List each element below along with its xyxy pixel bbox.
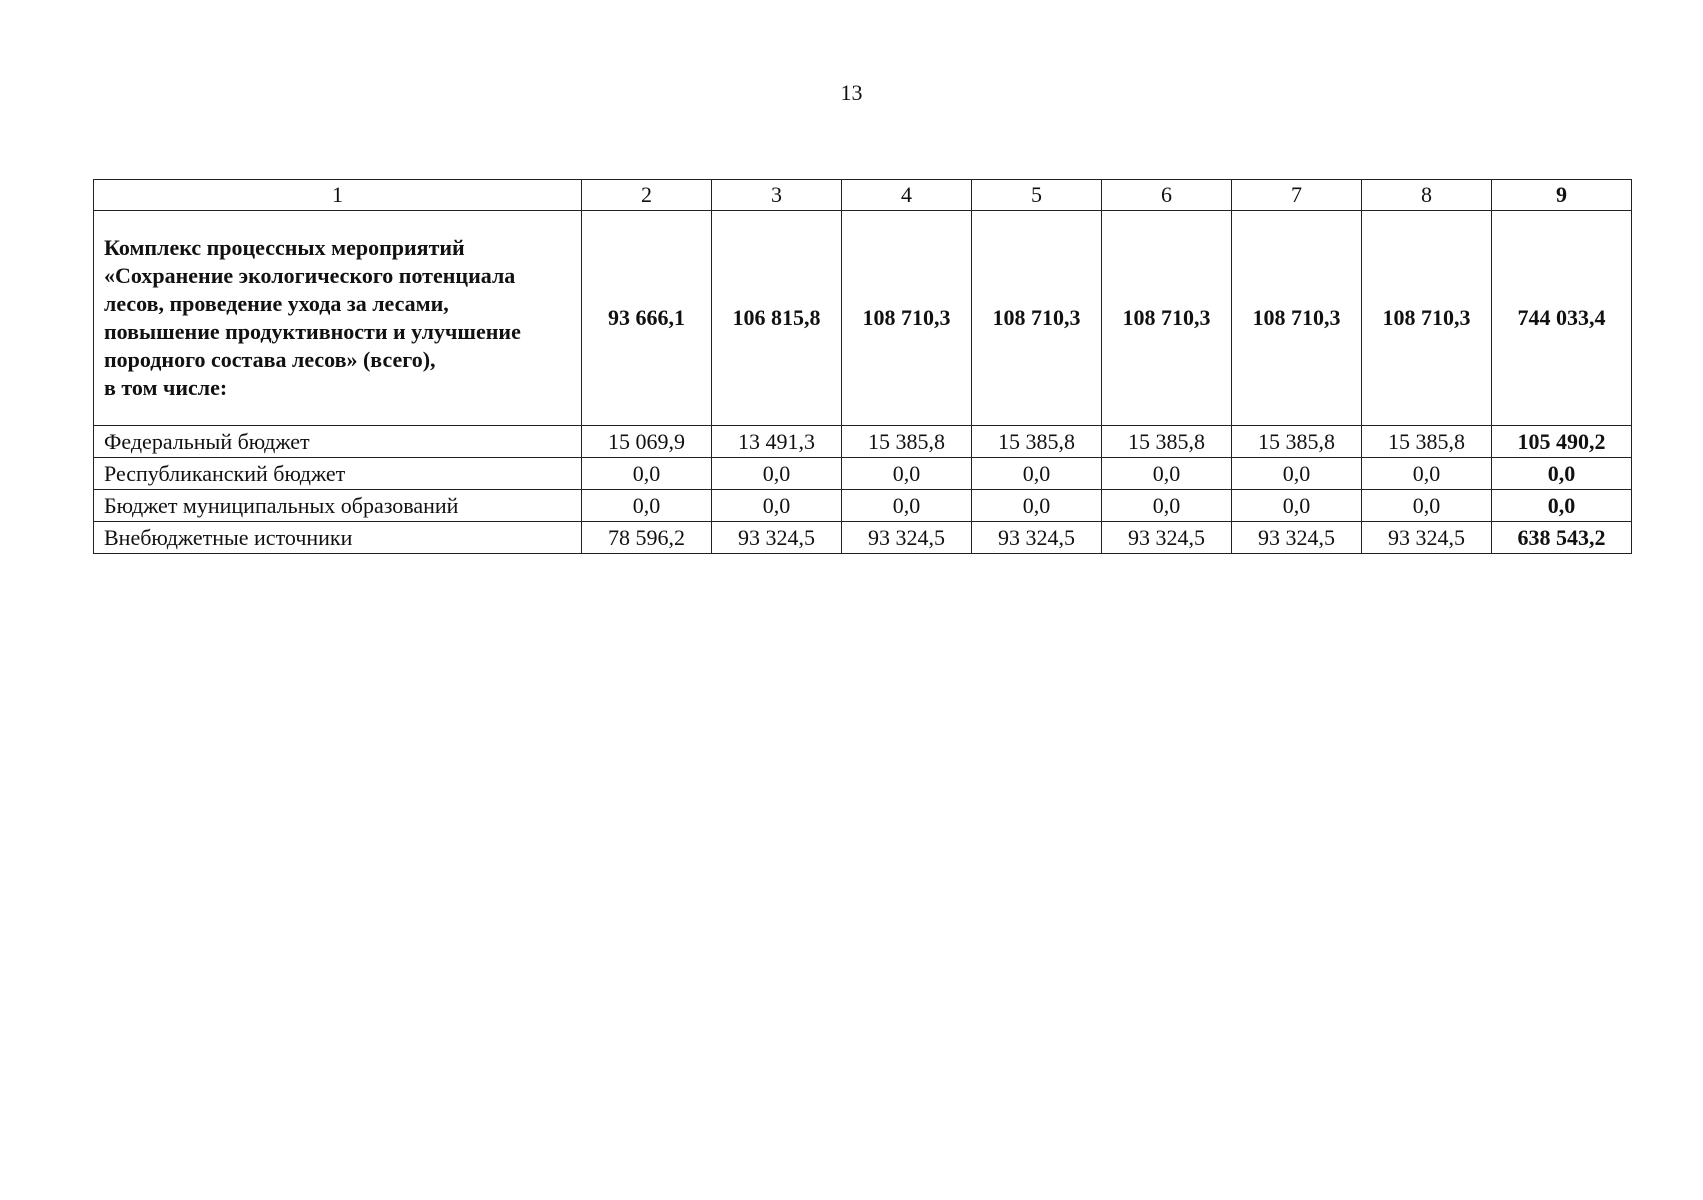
value-cell: 15 069,9: [582, 426, 712, 458]
total-cell: 638 543,2: [1492, 522, 1632, 554]
table-row: [94, 490, 1632, 522]
complex-name-line: «Сохранение экологического потенциала: [104, 263, 516, 288]
complex-name-line: Комплекс процессных мероприятий: [104, 235, 465, 260]
value-cell: 15 385,8: [1362, 426, 1492, 458]
row-name-cell: Республиканский бюджет: [94, 458, 582, 490]
complex-value-cell: 106 815,8: [712, 211, 842, 426]
complex-name-line: лесов, проведение ухода за лесами,: [104, 291, 449, 316]
column-number-4: 4: [842, 180, 972, 211]
complex-name-line: повышение продуктивности и улучшение: [104, 319, 521, 344]
value-cell: 0,0: [1232, 458, 1362, 490]
value-cell: 0,0: [972, 458, 1102, 490]
value-cell: 93 324,5: [842, 522, 972, 554]
column-number-2: 2: [582, 180, 712, 211]
value-cell: 15 385,8: [972, 426, 1102, 458]
value-cell: 0,0: [972, 490, 1102, 522]
complex-value-cell: 108 710,3: [842, 211, 972, 426]
value-cell: 93 324,5: [1102, 522, 1232, 554]
table-row-complex-total: [94, 211, 1632, 426]
value-cell: 0,0: [1102, 490, 1232, 522]
row-name-cell: Федеральный бюджет: [94, 426, 582, 458]
value-cell: 0,0: [1102, 458, 1232, 490]
complex-name-cell: [94, 211, 582, 426]
column-number-6: 6: [1102, 180, 1232, 211]
value-cell: 0,0: [842, 490, 972, 522]
complex-value-cell: 108 710,3: [1232, 211, 1362, 426]
column-number-8: 8: [1362, 180, 1492, 211]
complex-value-cell: 108 710,3: [1102, 211, 1232, 426]
value-cell: 93 324,5: [712, 522, 842, 554]
column-number-1: 1: [94, 180, 582, 211]
total-cell: 105 490,2: [1492, 426, 1632, 458]
complex-value-cell: 108 710,3: [972, 211, 1102, 426]
value-cell: 78 596,2: [582, 522, 712, 554]
value-cell: 0,0: [712, 458, 842, 490]
value-cell: 0,0: [1232, 490, 1362, 522]
table-header-row: [94, 180, 1632, 211]
table-row: [94, 458, 1632, 490]
complex-total-cell: 744 033,4: [1492, 211, 1632, 426]
total-cell: 0,0: [1492, 490, 1632, 522]
value-cell: 0,0: [582, 458, 712, 490]
column-number-7: 7: [1232, 180, 1362, 211]
column-number-3: 3: [712, 180, 842, 211]
value-cell: 0,0: [842, 458, 972, 490]
complex-name-line: породного состава лесов» (всего),: [104, 347, 436, 372]
value-cell: 15 385,8: [1232, 426, 1362, 458]
value-cell: 93 324,5: [1362, 522, 1492, 554]
value-cell: 15 385,8: [842, 426, 972, 458]
value-cell: 15 385,8: [1102, 426, 1232, 458]
complex-name-line: в том числе:: [104, 375, 228, 400]
total-cell: 0,0: [1492, 458, 1632, 490]
page-number: 13: [840, 80, 863, 105]
row-name-cell: Бюджет муниципальных образований: [94, 490, 582, 522]
complex-value-cell: 93 666,1: [582, 211, 712, 426]
value-cell: 93 324,5: [1232, 522, 1362, 554]
value-cell: 0,0: [1362, 458, 1492, 490]
table-row: [94, 522, 1632, 554]
row-name-cell: Внебюджетные источники: [94, 522, 582, 554]
value-cell: 13 491,3: [712, 426, 842, 458]
column-number-5: 5: [972, 180, 1102, 211]
value-cell: 93 324,5: [972, 522, 1102, 554]
complex-value-cell: 108 710,3: [1362, 211, 1492, 426]
table-row: [94, 426, 1632, 458]
value-cell: 0,0: [712, 490, 842, 522]
column-number-9: 9: [1492, 180, 1632, 211]
value-cell: 0,0: [582, 490, 712, 522]
value-cell: 0,0: [1362, 490, 1492, 522]
budget-table: [93, 179, 1632, 554]
